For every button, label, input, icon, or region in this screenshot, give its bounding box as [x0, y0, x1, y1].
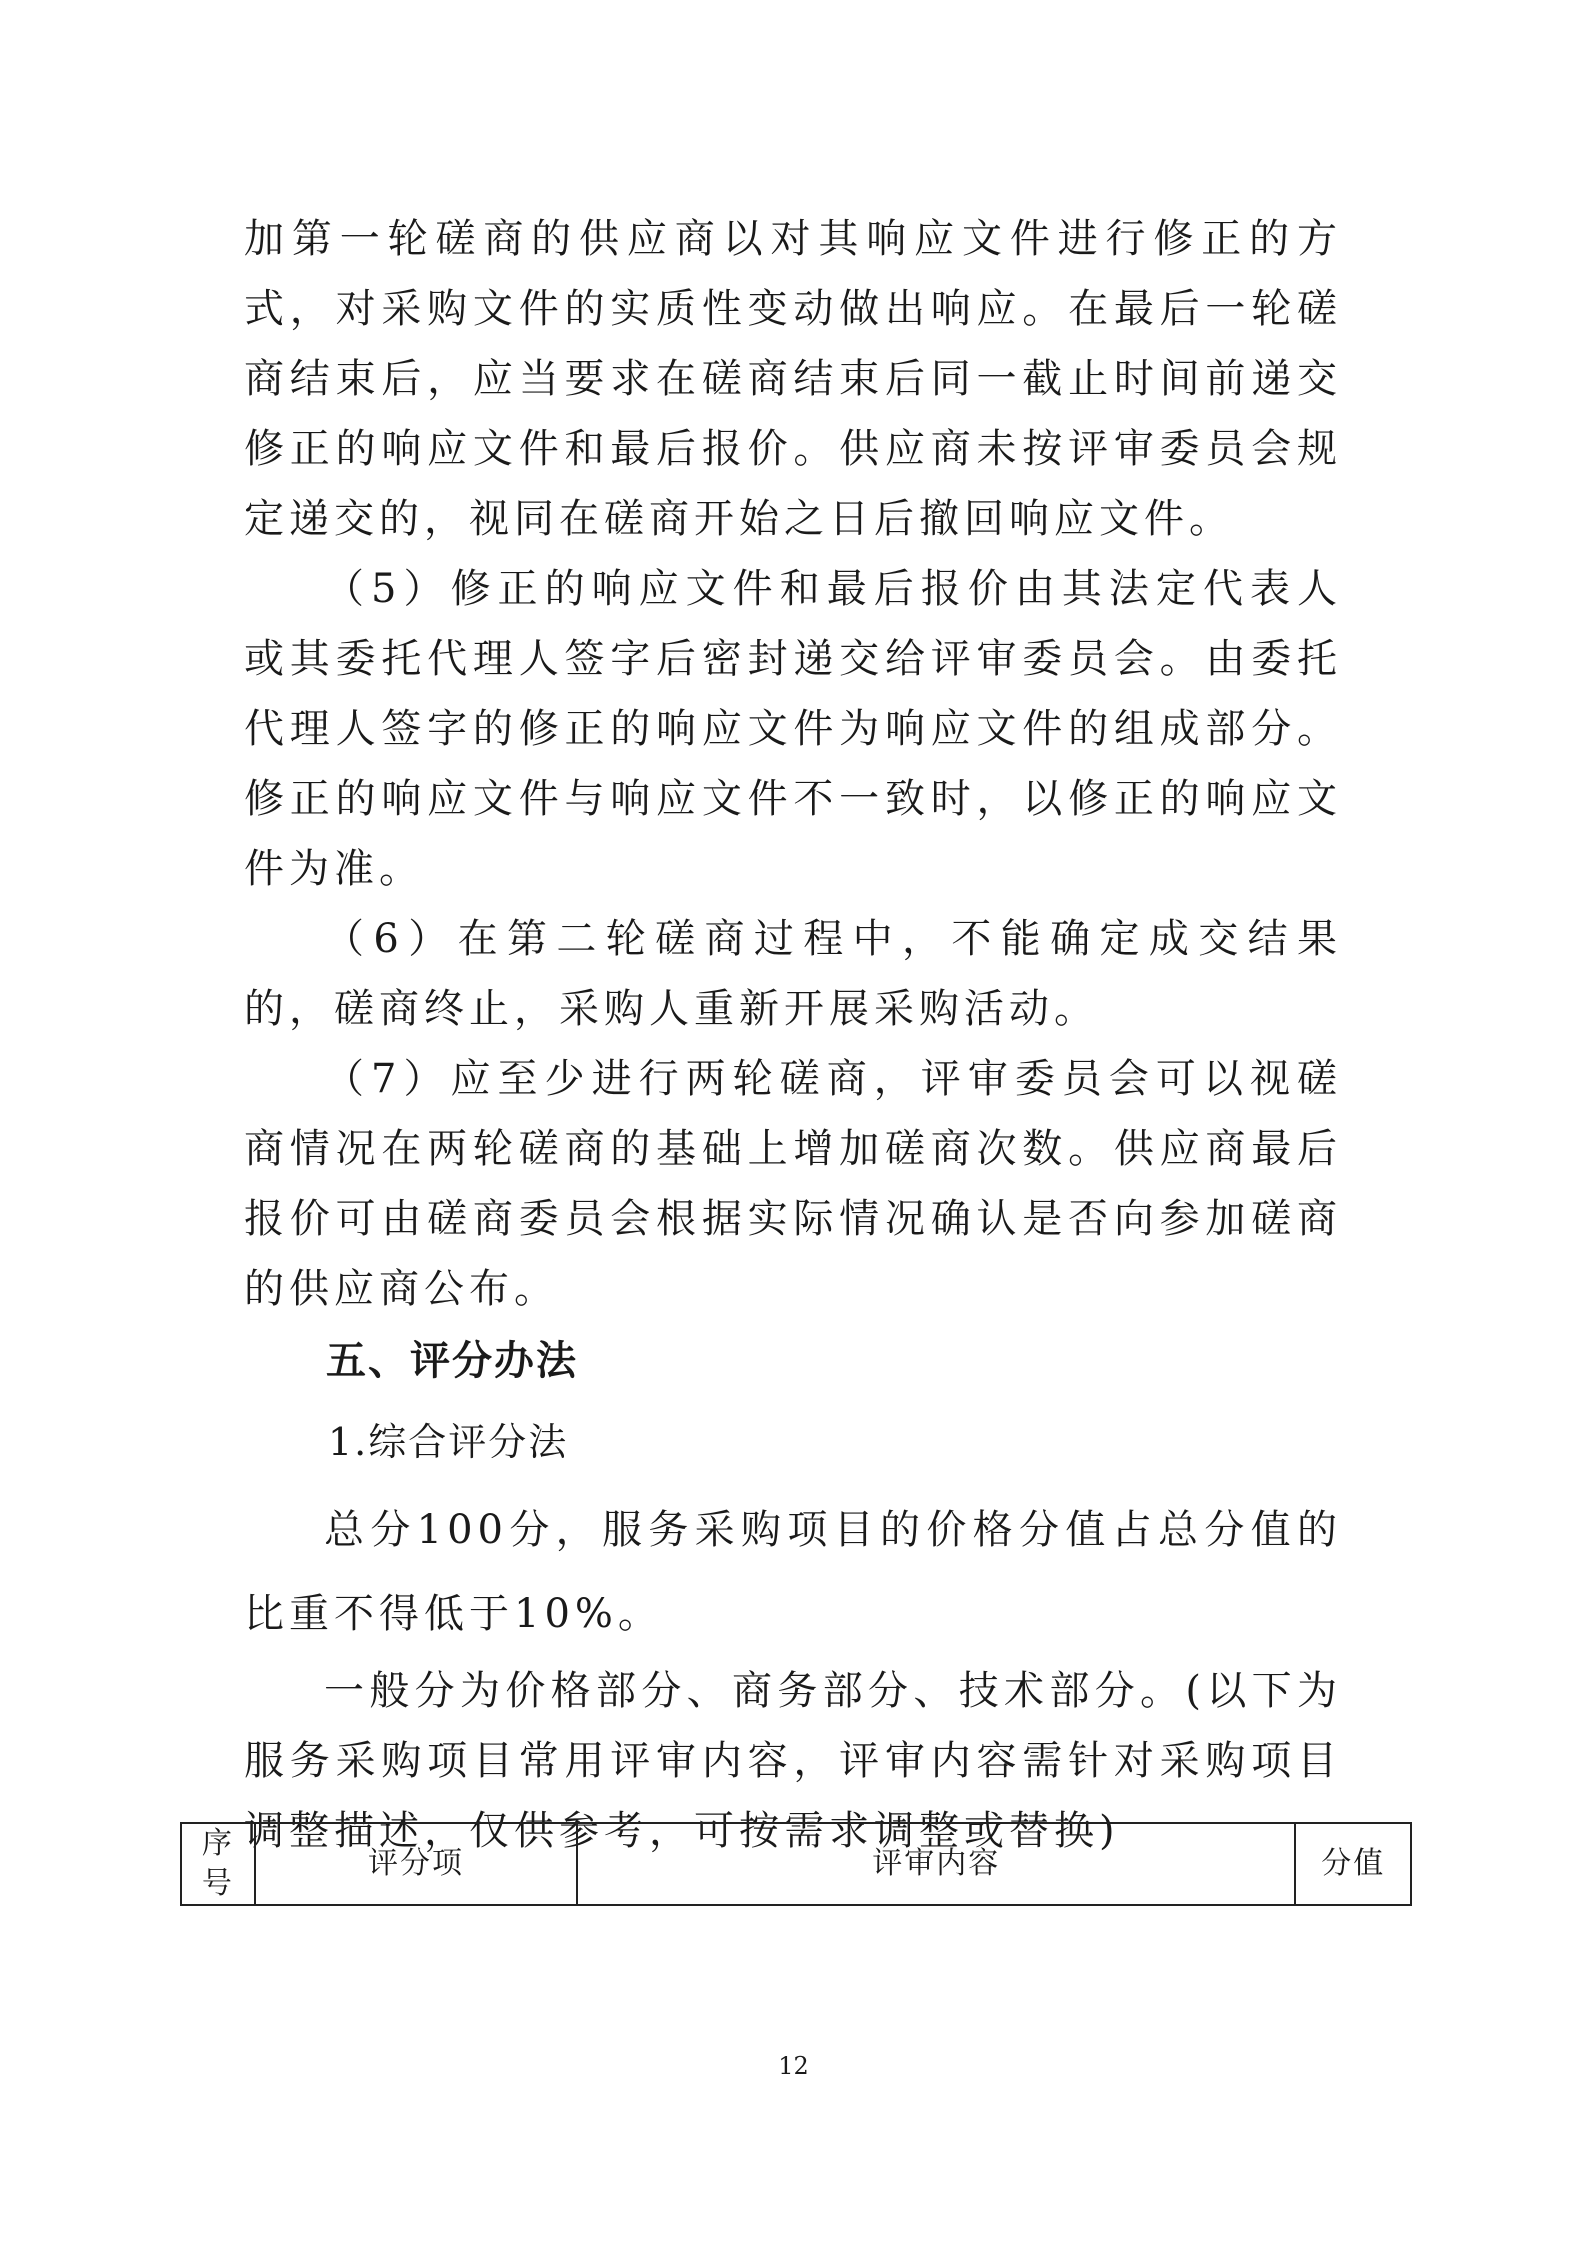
- paragraph-total-score: 总分100分，服务采购项目的价格分值占总分值的比重不得低于10%。: [244, 1507, 1342, 1637]
- page-number: 12: [778, 2052, 809, 2080]
- paragraph-item-7: （7）应至少进行两轮磋商，评审委员会可以视磋商情况在两轮磋商的基础上增加磋商次数。供应商最后报价可由磋商委员会根据实际情况确认是否向参加磋商的供应商公布。: [244, 1056, 1342, 1312]
- scoring-table: [180, 1822, 1412, 1906]
- header-cell-number: [181, 1823, 255, 1905]
- paragraph-score-parts: 一般分为价格部分、商务部分、技术部分。(以下为服务采购项目常用评审内容，评审内容需针对采购项目调整描述，仅供参考，可按需求调整或替换): [244, 1668, 1342, 1854]
- section-heading: 五、评分办法: [326, 1338, 578, 1384]
- header-cell-content: 评审内容: [577, 1823, 1295, 1905]
- header-cell-item: 评分项: [255, 1823, 577, 1905]
- paragraph-continuation: 加第一轮磋商的供应商以对其响应文件进行修正的方式，对采购文件的实质性变动做出响应。在最后一轮磋商结束后，应当要求在磋商结束后同一截止时间前递交修正的响应文件和最后报价。供应商未按评审委员会规定递交的，视同在磋商开始之日后撤回响应文件。: [244, 216, 1342, 542]
- header-number-line1: 序: [201, 1826, 234, 1861]
- subsection-heading: 1.综合评分法: [328, 1420, 569, 1464]
- paragraph-item-6: （6）在第二轮磋商过程中，不能确定成交结果的，磋商终止，采购人重新开展采购活动。: [244, 916, 1342, 1032]
- document-body: [244, 204, 1342, 1866]
- header-number-line2: 号: [201, 1866, 234, 1901]
- table-header-row: [181, 1823, 1411, 1905]
- header-cell-score: 分值: [1295, 1823, 1411, 1905]
- paragraph-item-5: （5）修正的响应文件和最后报价由其法定代表人或其委托代理人签字后密封递交给评审委员会。由委托代理人签字的修正的响应文件为响应文件的组成部分。修正的响应文件与响应文件不一致时，以修正的响应文件为准。: [244, 566, 1342, 892]
